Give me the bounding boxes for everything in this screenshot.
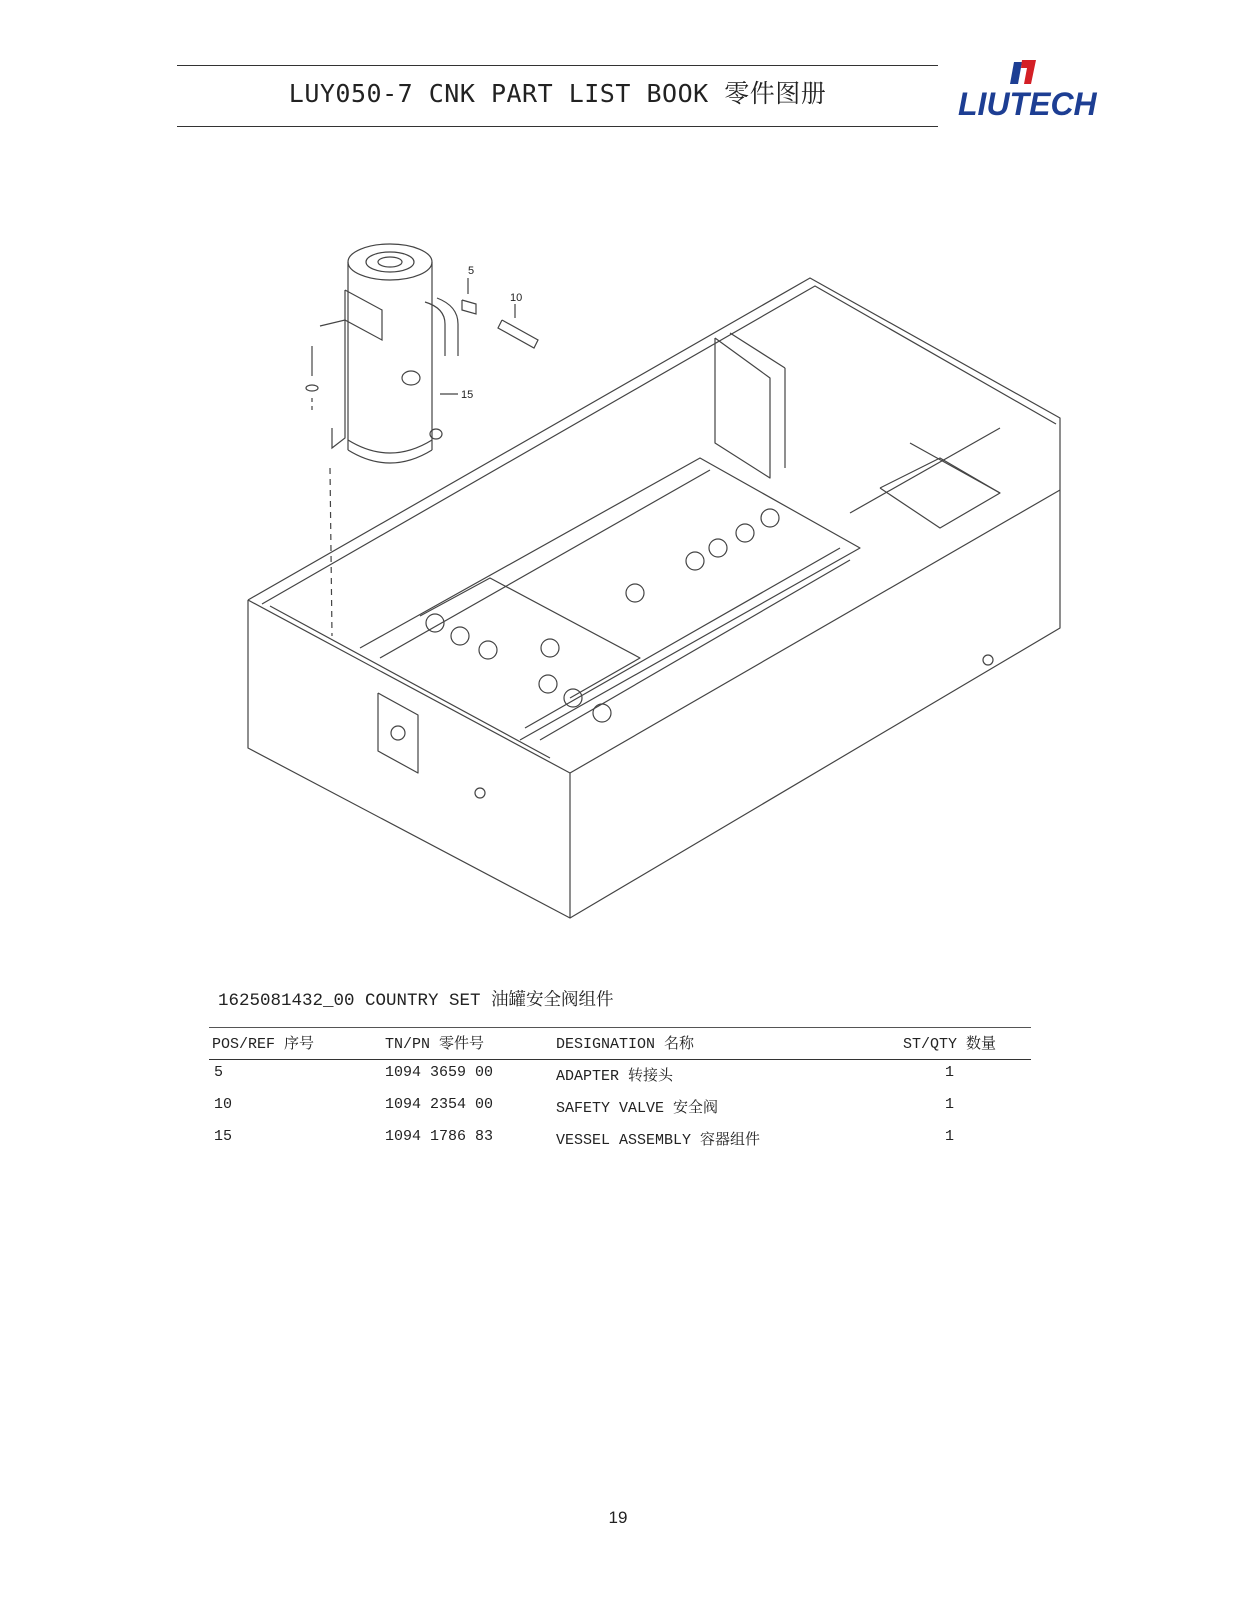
header-pos: POS/REF 序号 [212, 1036, 315, 1053]
row-pos: 10 [214, 1096, 233, 1113]
row-qty: 1 [945, 1128, 955, 1145]
row-qty: 1 [945, 1096, 955, 1113]
callout-10: 10 [510, 292, 523, 304]
table-header-rule [209, 1059, 1031, 1060]
row-pn: 1094 3659 00 [385, 1064, 494, 1081]
row-designation: SAFETY VALVE 安全阀 [556, 1100, 719, 1117]
document-title: LUY050-7 CNK PART LIST BOOK 零件图册 [288, 79, 827, 108]
header-designation: DESIGNATION 名称 [556, 1036, 695, 1053]
header-qty: ST/QTY 数量 [903, 1036, 997, 1053]
page-number: 19 [608, 1508, 628, 1527]
row-pn: 1094 1786 83 [385, 1128, 494, 1145]
callout-5: 5 [468, 265, 475, 277]
row-pos: 5 [214, 1064, 224, 1081]
row-pos: 15 [214, 1128, 233, 1145]
assembly-caption: 1625081432_00 COUNTRY SET 油罐安全阀组件 [218, 991, 614, 1011]
exploded-view-drawing [240, 228, 1080, 948]
liutech-logo [958, 56, 1102, 126]
row-designation: VESSEL ASSEMBLY 容器组件 [556, 1132, 761, 1149]
header-bottom-rule [177, 126, 938, 127]
header-pn: TN/PN 零件号 [385, 1036, 485, 1053]
table-top-rule [209, 1027, 1031, 1028]
row-designation: ADAPTER 转接头 [556, 1068, 674, 1085]
row-qty: 1 [945, 1064, 955, 1081]
row-pn: 1094 2354 00 [385, 1096, 494, 1113]
header-top-rule [177, 65, 938, 66]
callout-15: 15 [461, 389, 474, 401]
logo-text: LIUTECH [958, 86, 1097, 122]
